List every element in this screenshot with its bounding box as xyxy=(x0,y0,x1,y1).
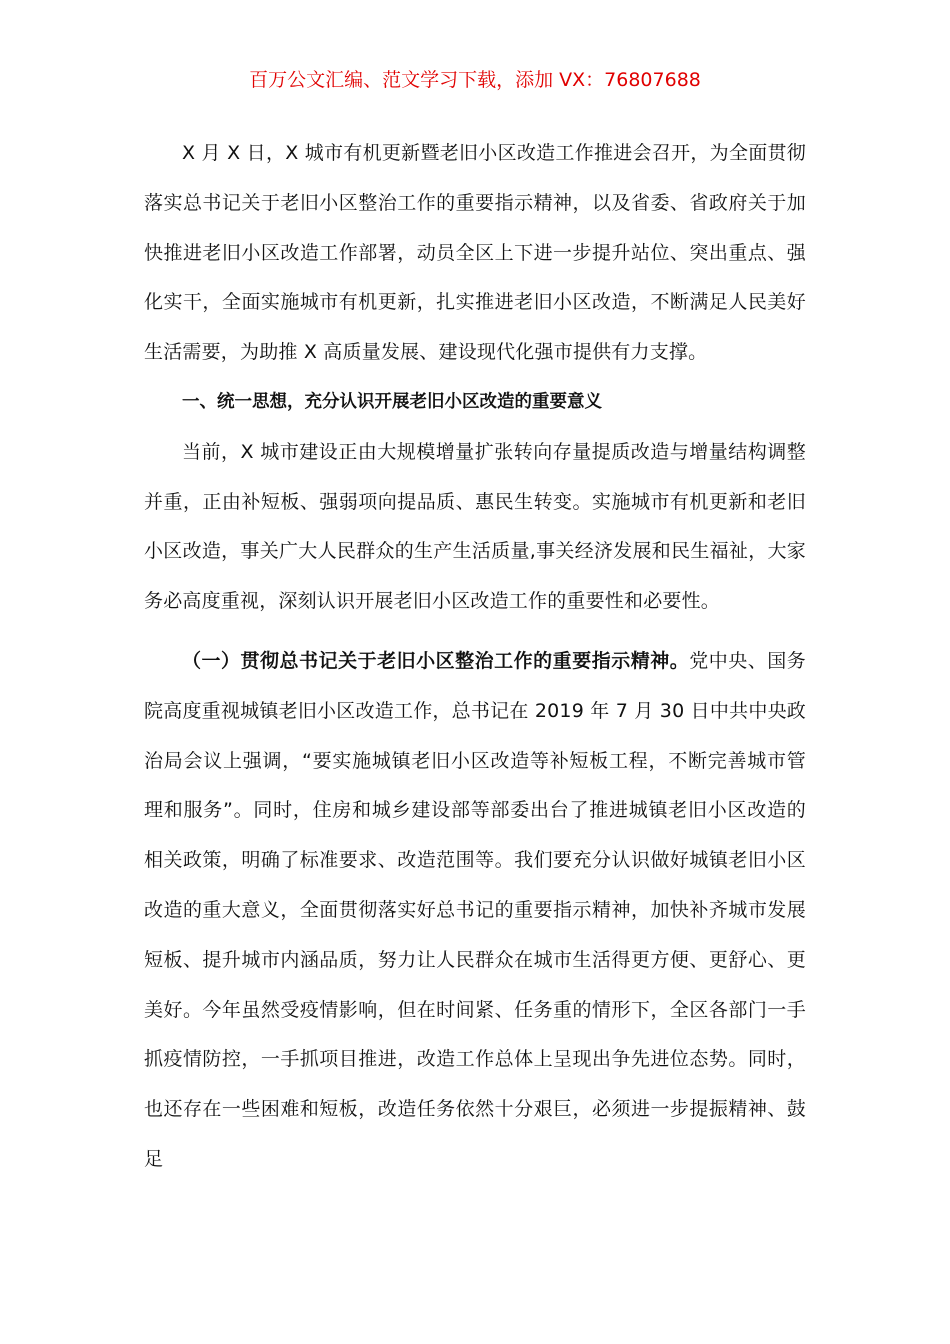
subsection-lead: （一）贯彻总书记关于老旧小区整治工作的重要指示精神。 xyxy=(182,649,690,672)
section-heading: 一、统一思想，充分认识开展老旧小区改造的重要意义 xyxy=(182,391,602,412)
intro-paragraph: X 月 X 日，X 城市有机更新暨老旧小区改造工作推进会召开，为全面贯彻落实总书记关于老旧小区整治工作的重要指示精神，以及省委、省政府关于加快推进老旧小区改造工作部署，动员全区上下进一步提升站位、突出重点、强化实干，全面实施城市有机更新，扎实推进老旧小区改造，不断满足人民美好生活需要，为助推 X 高质量发展、建设现代化强市提供有力支撑。 xyxy=(144,142,806,364)
document-body xyxy=(144,129,806,1185)
subsection-body: 党中央、国务院高度重视城镇老旧小区改造工作，总书记在 2019 年 7 月 30 日中共中央政治局会议上强调，“要实施城镇老旧小区改造等补短板工程，不断完善城市管理和服务”。同时，住房和城乡建设部等部委出台了推进城镇老旧小区改造的相关政策，明确了标准要求、改造范围等。我们要充分认识做好城镇老旧小区改造的重大意义，全面贯彻落实好总书记的重要指示精神，加快补齐城市发展短板、提升城市内涵品质，努力让人民群众在城市生活得更方便、更舒心、更美好。今年虽然受疫情影响，但在时间紧、任务重的情形下，全区各部门一手抓疫情防控，一手抓项目推进，改造工作总体上呈现出争先进位态势。同时，也还存在一些困难和短板，改造任务依然十分艰巨，必须进一步提振精神、鼓足 xyxy=(144,649,806,1170)
section-body-paragraph: 当前，X 城市建设正由大规模增量扩张转向存量提质改造与增量结构调整并重，正由补短板、强弱项向提品质、惠民生转变。实施城市有机更新和老旧小区改造，事关广大人民群众的生产生活质量,事关经济发展和民生福祉，大家务必高度重视，深刻认识开展老旧小区改造工作的重要性和必要性。 xyxy=(144,440,806,613)
subsection-paragraph xyxy=(144,637,806,1185)
watermark-header: 百万公文汇编、范文学习下载，添加 VX：76807688 xyxy=(249,69,701,91)
paragraph-gap xyxy=(144,627,806,637)
